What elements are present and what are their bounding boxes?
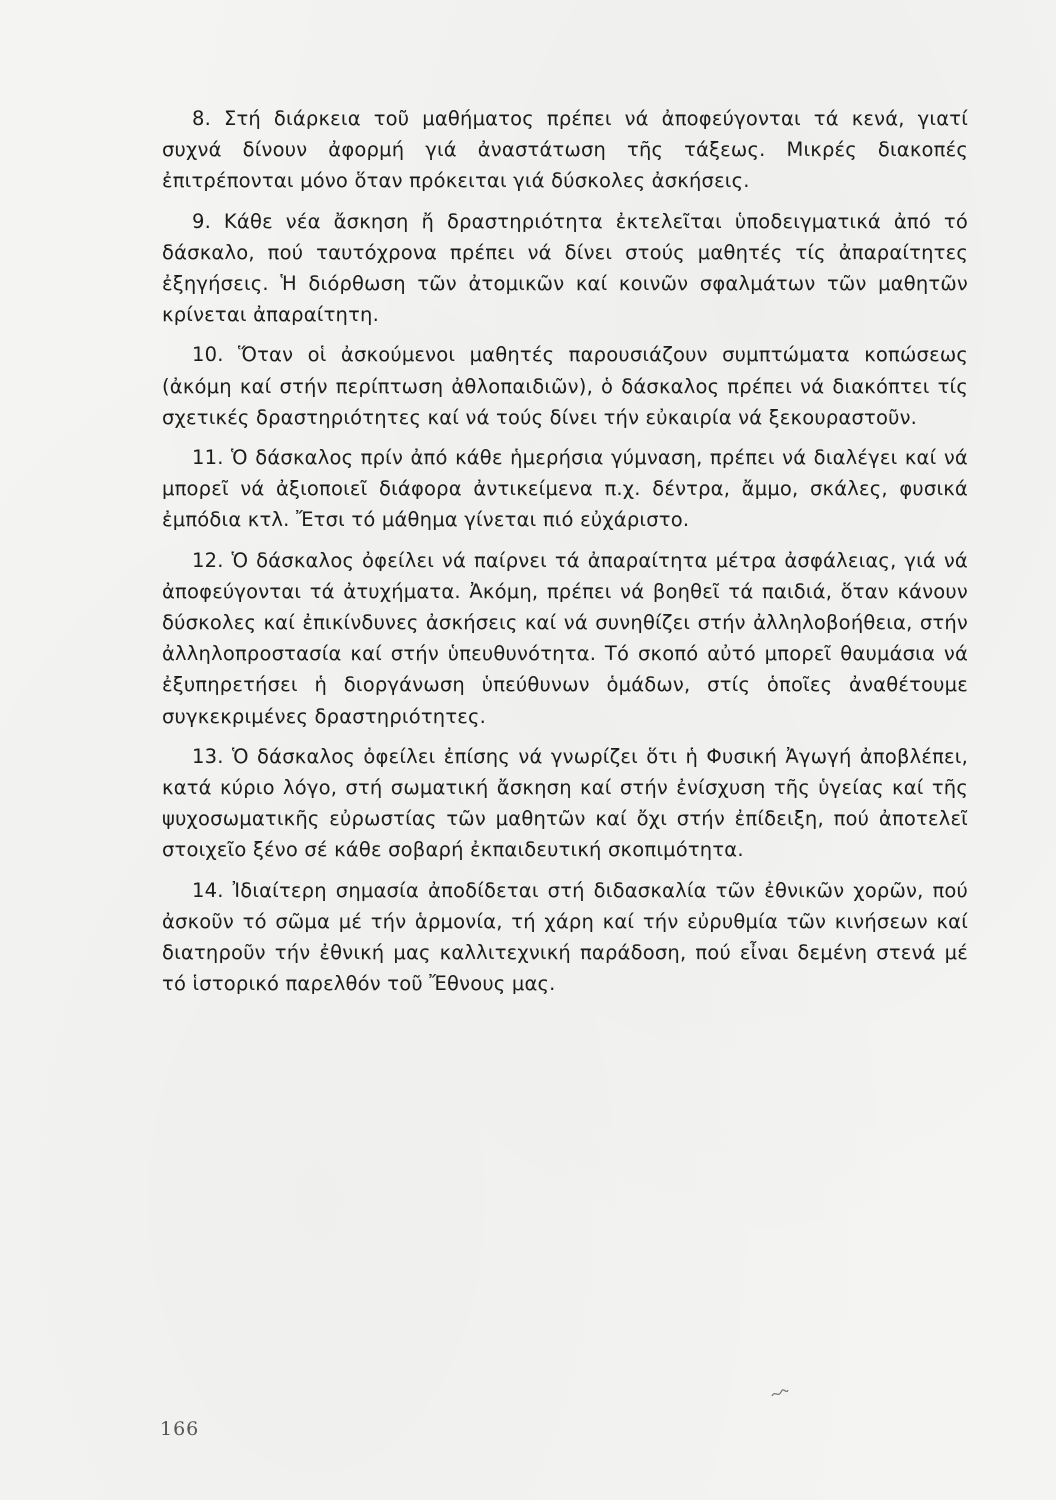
paragraph-14: 14. Ἰδιαίτερη σημασία ἀποδίδεται στή διδασκαλία τῶν ἐθνικῶν χορῶν, πού ἀσκοῦν τό σῶμα μέ τήν ἁρμονία, τή χάρη καί τήν εὐρυθμία τῶν κινήσεων καί διατηροῦν τήν ἐθνική μας καλλιτεχνική παράδοση, πού εἶναι δεμένη στενά μέ τό ἱστορικό παρελθόν τοῦ Ἔθνους μας. (162, 878, 968, 996)
page-number: 166 (160, 1418, 200, 1440)
handwritten-mark-icon (770, 1386, 790, 1400)
paragraph-10: 10. Ὅταν οἱ ἀσκούμενοι μαθητές παρουσιάζουν συμπτώματα κοπώσεως (ἀκόμη καί στήν περίπτωση ἀθλοπαιδιῶν), ὁ δάσκαλος πρέπει νά διακόπτει τίς σχετικές δραστηριότητες καί νά τούς δίνει τήν εὐκαιρία νά ξεκουραστοῦν. (162, 343, 968, 429)
paragraph-8: 8. Στή διάρκεια τοῦ μαθήματος πρέπει νά ἀποφεύγονται τά κενά, γιατί συχνά δίνουν ἀφορμή γιά ἀναστάτωση τῆς τάξεως. Μικρές διακοπές ἐπιτρέπονται μόνο ὅταν πρόκειται γιά δύσκολες ἀσκήσεις. (162, 107, 968, 193)
paragraph-9: 9. Κάθε νέα ἄσκηση ἤ δραστηριότητα ἐκτελεῖται ὑποδειγματικά ἀπό τό δάσκαλο, πού ταυτόχρονα πρέπει νά δίνει στούς μαθητές τίς ἀπαραίτητες ἐξηγήσεις. Ἡ διόρθωση τῶν ἀτομικῶν καί κοινῶν σφαλμάτων τῶν μαθητῶν κρίνεται ἀπαραίτητη. (162, 209, 968, 327)
paragraph-13: 13. Ὁ δάσκαλος ὀφείλει ἐπίσης νά γνωρίζει ὅτι ἡ Φυσική Ἀγωγή ἀποβλέπει, κατά κύριο λόγο, στή σωματική ἄσκηση καί στήν ἐνίσχυση τῆς ὑγείας καί τῆς ψυχοσωματικῆς εὐρωστίας τῶν μαθητῶν καί ὄχι στήν ἐπίδειξη, πού ἀποτελεῖ στοιχεῖο ξένο σέ κάθε σοβαρή ἐκπαιδευτική σκοπιμότητα. (162, 744, 968, 862)
paragraph-12: 12. Ὁ δάσκαλος ὀφείλει νά παίρνει τά ἀπαραίτητα μέτρα ἀσφάλειας, γιά νά ἀποφεύγονται τά ἀτυχήματα. Ἀκόμη, πρέπει νά βοηθεῖ τά παιδιά, ὅταν κάνουν δύσκολες καί ἐπικίνδυνες ἀσκήσεις καί νά συνηθίζει στήν ἀλληλοβοήθεια, στήν ἀλληλοπροστασία καί στήν ὑπευθυνότητα. Τό σκοπό αὐτό μπορεῖ θαυμάσια νά ἐξυπηρετήσει ἡ διοργάνωση ὑπεύθυνων ὁμάδων, στίς ὁποῖες ἀναθέτουμε συγκεκριμένες δραστηριότητες. (162, 548, 968, 728)
body-text (162, 103, 968, 999)
paragraph-11: 11. Ὁ δάσκαλος πρίν ἀπό κάθε ἡμερήσια γύμναση, πρέπει νά διαλέγει καί νά μπορεῖ νά ἀξιοποιεῖ διάφορα ἀντικείμενα π.χ. δέντρα, ἄμμο, σκάλες, φυσικά ἐμπόδια κτλ. Ἔτσι τό μάθημα γίνεται πιό εὐχάριστο. (162, 446, 968, 532)
